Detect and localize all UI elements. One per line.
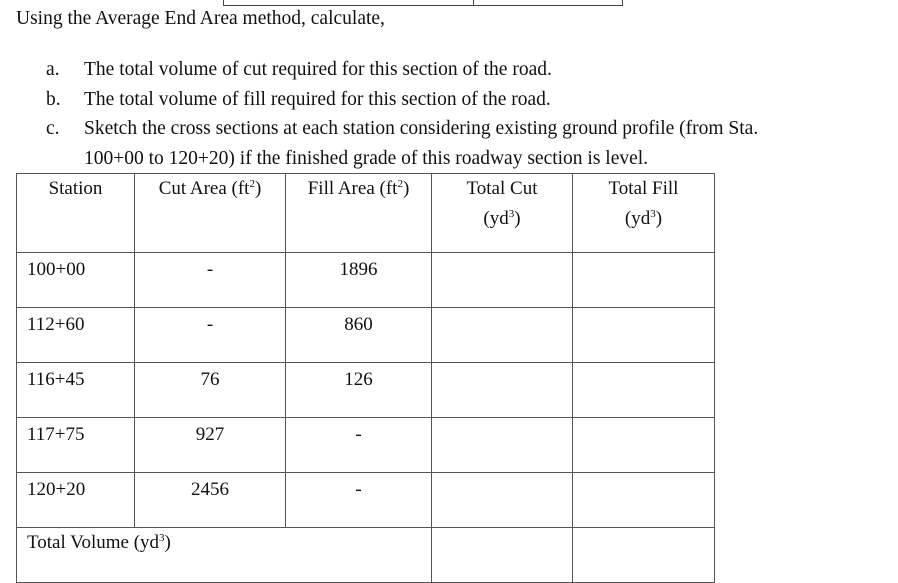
volume-table [16,173,715,583]
header-total-cut: Total Cut $(yd^3)$ [432,174,573,253]
fill-area-cell: 1896 [286,253,432,308]
fragment-divider [473,0,474,5]
cut-area-cell: 927 [135,418,286,473]
task-text-line2: 100+00 to 120+20) if the finished grade of this roadway section is level. [84,147,649,169]
total-fill-volume-cell[interactable] [573,528,715,583]
station-cell: 120+20 [17,473,135,528]
task-text: The total volume of cut required for this section of the road. [84,59,552,80]
header-cut-area: Cut Area $(ft^2)$ [135,174,286,253]
total-fill-cell[interactable] [573,253,715,308]
task-item-b [46,85,886,115]
task-letter: b. [46,88,61,110]
fill-area-cell: 126 [286,363,432,418]
task-list [46,55,886,173]
cut-area-cell: 2456 [135,473,286,528]
total-cut-cell[interactable] [432,363,573,418]
task-text-line1: Sketch the cross sections at each station considering existing ground profile (from Sta. [84,118,759,139]
station-cell: 117+75 [17,418,135,473]
table-row [17,473,715,528]
task-item-a [46,55,886,85]
total-cut-cell[interactable] [432,308,573,363]
total-fill-cell[interactable] [573,473,715,528]
table-row [17,308,715,363]
fill-area-cell: 860 [286,308,432,363]
total-volume-label: Total Volume $(yd^3)$ [17,528,432,583]
total-cut-volume-cell[interactable] [432,528,573,583]
total-cut-cell[interactable] [432,473,573,528]
fill-area-cell: - [286,418,432,473]
task-text: The total volume of fill required for this section of the road. [84,88,551,110]
fragment-divider [622,0,623,5]
fragment-divider [223,0,224,5]
table-header-row [17,174,715,253]
header-fill-area: Fill Area $(ft^2)$ [286,174,432,253]
station-cell: 112+60 [17,308,135,363]
header-station: Station [17,174,135,253]
cut-area-cell: - [135,308,286,363]
task-letter: a. [46,59,60,80]
task-item-c [46,114,886,173]
total-fill-cell[interactable] [573,363,715,418]
instructions-intro: Using the Average End Area method, calculate, [16,8,385,29]
total-cut-cell[interactable] [432,418,573,473]
station-cell: 116+45 [17,363,135,418]
table-row [17,363,715,418]
total-volume-row [17,528,715,583]
total-cut-cell[interactable] [432,253,573,308]
table-row [17,253,715,308]
cut-area-cell: - [135,253,286,308]
cut-area-cell: 76 [135,363,286,418]
station-cell: 100+00 [17,253,135,308]
table-row [17,418,715,473]
header-total-fill: Total Fill $(yd^3)$ [573,174,715,253]
task-letter: c. [46,118,60,139]
total-fill-cell[interactable] [573,308,715,363]
fill-area-cell: - [286,473,432,528]
total-fill-cell[interactable] [573,418,715,473]
